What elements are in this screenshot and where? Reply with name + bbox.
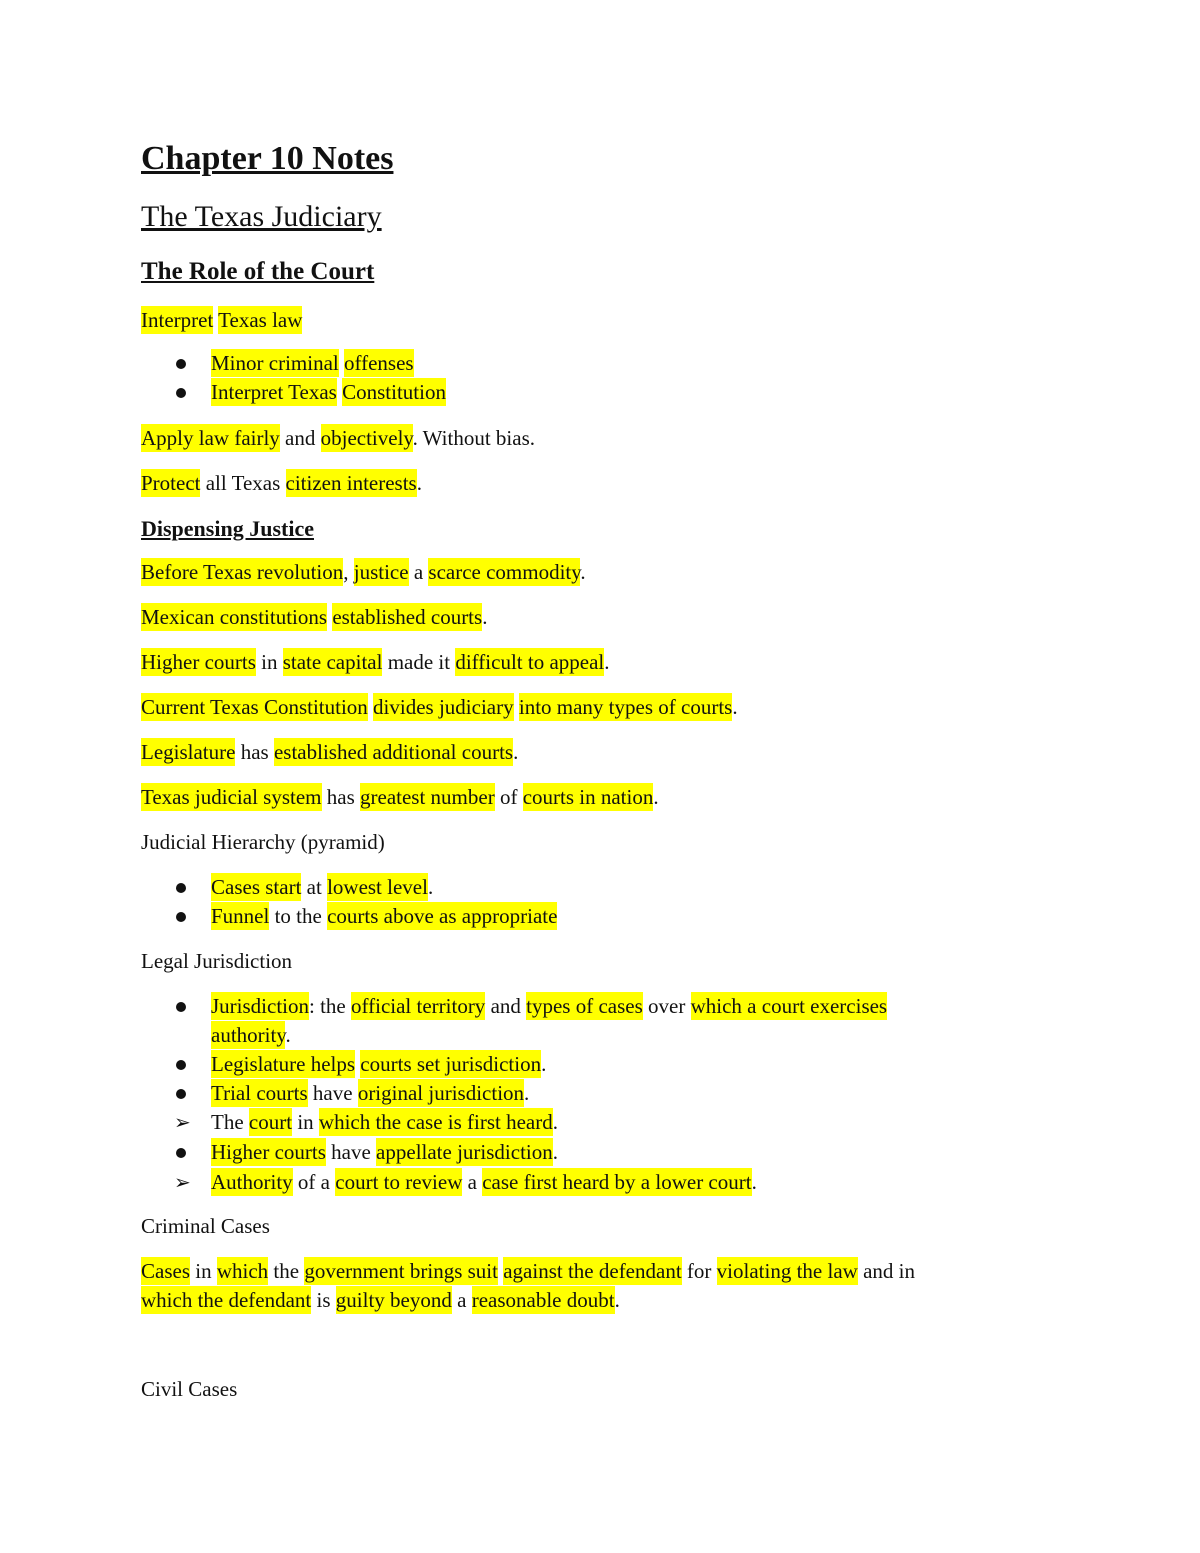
highlighted-text: types of cases [526, 994, 643, 1018]
highlighted-text: Mexican constitutions [141, 605, 328, 629]
highlighted-text: original jurisdiction [357, 1081, 525, 1105]
plain-text: a [408, 560, 429, 584]
plain-text: , [343, 560, 354, 584]
line-judicial-hierarchy [141, 828, 385, 856]
highlighted-text: government brings suit [304, 1259, 498, 1283]
plain-text: in [190, 1259, 217, 1283]
plain-text: . [552, 1110, 558, 1134]
line-interpret-texas-law [141, 306, 302, 334]
highlighted-text: Texas law [218, 308, 303, 332]
plain-text: : the [309, 994, 351, 1018]
list-item-funnel [211, 902, 557, 930]
highlighted-text: Apply law fairly [141, 426, 280, 450]
plain-text: . [580, 560, 586, 584]
line-mexican-constitutions [141, 603, 487, 631]
highlighted-text: authority [211, 1023, 286, 1047]
plain-text: has [321, 785, 360, 809]
plain-text: . [751, 1170, 757, 1194]
highlighted-text: citizen interests [285, 471, 417, 495]
highlighted-text: Authority [211, 1170, 293, 1194]
highlighted-text: Before Texas revolution [141, 560, 344, 584]
highlighted-text: scarce commodity [428, 560, 581, 584]
line-current-constitution [141, 693, 738, 721]
section-heading-dispensing-justice: Dispensing Justice [141, 516, 314, 541]
line-apply-law [141, 424, 535, 452]
line-criminal-definition [141, 1257, 915, 1285]
plain-text: . [732, 695, 738, 719]
plain-text: a [451, 1288, 472, 1312]
plain-text: in [292, 1110, 319, 1134]
bullet-icon [176, 1060, 186, 1070]
plain-text: . Without bias. [412, 426, 535, 450]
highlighted-text: Funnel [211, 904, 270, 928]
highlighted-text: Higher courts [141, 650, 256, 674]
list-item-jurisdiction-definition-cont [211, 1021, 291, 1049]
highlighted-text: Jurisdiction [211, 994, 309, 1018]
arrow-bullet-icon: ➢ [174, 1170, 191, 1194]
highlighted-text: Legislature helps [211, 1052, 356, 1076]
highlighted-text: which [216, 1259, 269, 1283]
highlighted-text: guilty beyond [335, 1288, 452, 1312]
bullet-icon [176, 388, 186, 398]
plain-text: is [311, 1288, 336, 1312]
highlighted-text: justice [353, 560, 409, 584]
plain-text: all Texas [200, 471, 286, 495]
plain-text: over [642, 994, 691, 1018]
highlighted-text: Current Texas Constitution [141, 695, 368, 719]
plain-text: at [301, 875, 328, 899]
highlighted-text: Cases start [211, 875, 302, 899]
highlighted-text: Legislature [141, 740, 236, 764]
plain-text: . [482, 605, 488, 629]
highlighted-text: courts above as appropriate [327, 904, 558, 928]
plain-text: a [462, 1170, 483, 1194]
highlighted-text: objectively [320, 426, 413, 450]
highlighted-text: Constitution [342, 380, 446, 404]
document-subtitle: The Texas Judiciary [141, 200, 382, 233]
line-protect-citizens [141, 469, 422, 497]
list-item-legislature-helps [211, 1050, 546, 1078]
plain-text: of [494, 785, 523, 809]
plain-text: . [653, 785, 659, 809]
highlighted-text: case first heard by a lower court [482, 1170, 752, 1194]
plain-text: Criminal Cases [141, 1214, 270, 1238]
highlighted-text: courts set jurisdiction [360, 1052, 542, 1076]
plain-text: . [541, 1052, 547, 1076]
plain-text: . [614, 1288, 620, 1312]
line-legal-jurisdiction [141, 947, 292, 975]
list-item-jurisdiction-definition [211, 992, 887, 1020]
plain-text: has [235, 740, 274, 764]
plain-text: Civil Cases [141, 1377, 238, 1401]
highlighted-text: state capital [282, 650, 383, 674]
highlighted-text: offenses [343, 351, 414, 375]
line-civil-cases [141, 1375, 237, 1403]
plain-text: Judicial Hierarchy (pyramid) [141, 830, 385, 854]
plain-text: . [604, 650, 610, 674]
highlighted-text: courts in nation [522, 785, 654, 809]
line-criminal-cases [141, 1212, 270, 1240]
plain-text: in [255, 650, 283, 674]
line-criminal-definition-cont [141, 1286, 620, 1314]
highlighted-text: Texas judicial system [141, 785, 322, 809]
highlighted-text: Protect [141, 471, 201, 495]
sub-item-authority-review [211, 1168, 757, 1196]
line-higher-courts-capital [141, 648, 610, 676]
plain-text: . [416, 471, 422, 495]
arrow-bullet-icon: ➢ [174, 1110, 191, 1134]
line-greatest-number [141, 783, 659, 811]
plain-text: . [427, 875, 434, 899]
document-title: Chapter 10 Notes [141, 140, 394, 177]
list-item-trial-courts [211, 1079, 529, 1107]
line-before-revolution [141, 558, 586, 586]
highlighted-text: Interpret [141, 308, 214, 332]
highlighted-text: greatest number [360, 785, 495, 809]
highlighted-text: court to review [335, 1170, 463, 1194]
plain-text: for [681, 1259, 717, 1283]
plain-text: and in [857, 1259, 915, 1283]
highlighted-text: into many types of courts [518, 695, 733, 719]
list-item-minor-offenses [211, 349, 414, 377]
highlighted-text: violating the law [716, 1259, 858, 1283]
plain-text: . [285, 1023, 291, 1047]
bullet-icon [176, 359, 186, 369]
highlighted-text: difficult to appeal [455, 650, 605, 674]
section-heading-role-of-court: The Role of the Court [141, 258, 375, 285]
plain-text: Legal Jurisdiction [141, 949, 293, 973]
plain-text: and [279, 426, 321, 450]
list-item-higher-courts-appellate [211, 1138, 558, 1166]
highlighted-text: Cases [141, 1259, 190, 1283]
plain-text: made it [382, 650, 456, 674]
plain-text: have [307, 1081, 358, 1105]
bullet-icon [176, 1089, 186, 1099]
list-item-cases-start [211, 873, 433, 901]
highlighted-text: official territory [351, 994, 486, 1018]
highlighted-text: reasonable doubt [471, 1288, 615, 1312]
plain-text: and [485, 994, 527, 1018]
highlighted-text: established additional courts [273, 740, 514, 764]
plain-text: . [513, 740, 519, 764]
plain-text: have [325, 1140, 377, 1164]
plain-text: . [552, 1140, 558, 1164]
bullet-icon [176, 1148, 186, 1158]
plain-text: to the [269, 904, 328, 928]
highlighted-text: Minor criminal [211, 351, 339, 375]
highlighted-text: divides judiciary [373, 695, 514, 719]
plain-text: the [268, 1259, 305, 1283]
highlighted-text: Interpret Texas [211, 380, 337, 404]
plain-text: of a [292, 1170, 336, 1194]
line-legislature-courts [141, 738, 518, 766]
bullet-icon [176, 912, 186, 922]
bullet-icon [176, 883, 186, 893]
plain-text: . [524, 1081, 530, 1105]
highlighted-text: established courts [332, 605, 483, 629]
highlighted-text: against the defendant [503, 1259, 682, 1283]
list-item-interpret-constitution [211, 378, 446, 406]
highlighted-text: which the defendant [141, 1288, 312, 1312]
highlighted-text: Higher courts [211, 1140, 326, 1164]
highlighted-text: lowest level [327, 875, 428, 899]
highlighted-text: Trial courts [211, 1081, 308, 1105]
highlighted-text: which the case is first heard [318, 1110, 553, 1134]
sub-item-first-heard [211, 1108, 558, 1136]
plain-text: The [211, 1110, 249, 1134]
highlighted-text: court [248, 1110, 293, 1134]
highlighted-text: appellate jurisdiction [376, 1140, 553, 1164]
bullet-icon [176, 1002, 186, 1012]
highlighted-text: which a court exercises [690, 994, 888, 1018]
